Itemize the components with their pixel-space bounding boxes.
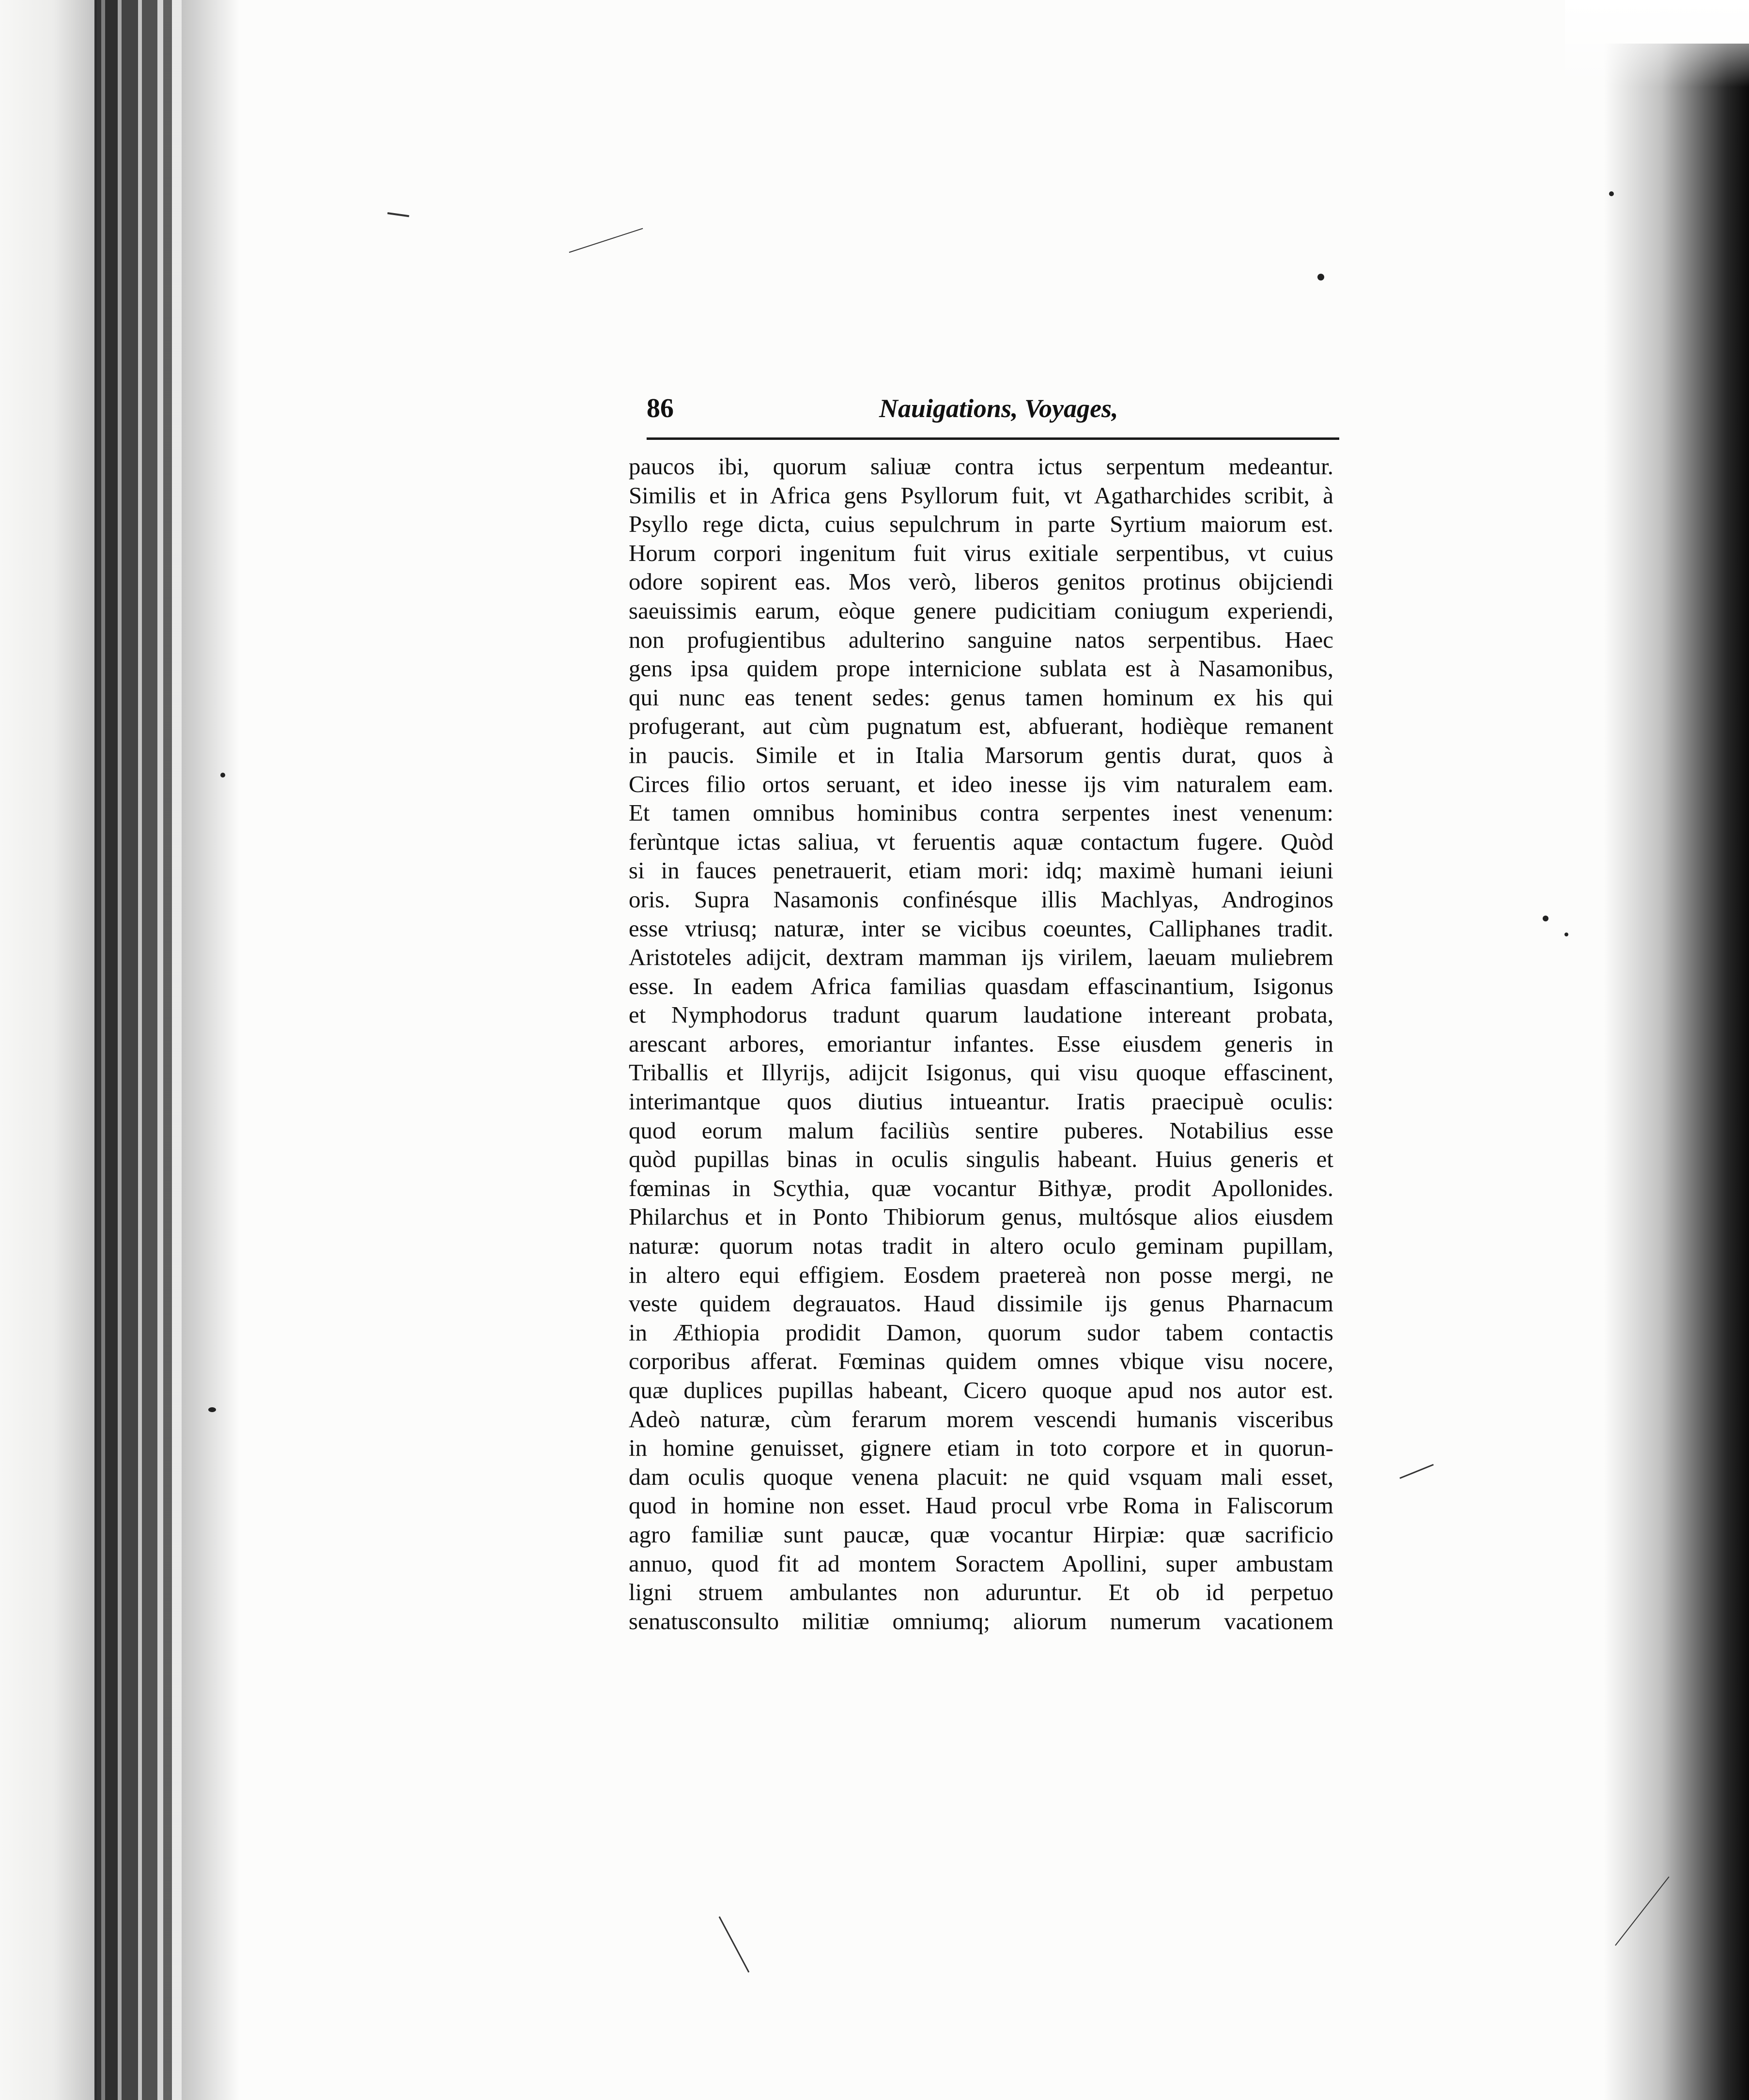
scan-speck <box>1564 933 1568 936</box>
text-line: in altero equi effigiem. Eosdem praetereà non posse mergi, ne <box>629 1261 1333 1288</box>
text-line: qui nunc eas tenent sedes: genus tamen hominum ex his qui <box>629 684 1333 711</box>
text-line: esse. In eadem Africa familias quasdam effascinantium, Isigonus <box>629 972 1333 999</box>
text-line: annuo, quod fit ad montem Soractem Apollini, super ambustam <box>629 1550 1333 1577</box>
page-number: 86 <box>647 393 674 423</box>
text-line: in homine genuisset, gignere etiam in toto corpore et in quorun- <box>629 1434 1333 1462</box>
text-line: Similis et in Africa gens Psyllorum fuit, vt Agatharchides scribit, à <box>629 482 1333 509</box>
scan-speck <box>1609 191 1614 196</box>
text-line: paucos ibi, quorum saliuæ contra ictus serpentum medeantur. <box>629 453 1333 480</box>
text-line: in Æthiopia prodidit Damon, quorum sudor tabem contactis <box>629 1319 1333 1346</box>
text-line: quod eorum malum faciliùs sentire puberes. Notabilius esse <box>629 1117 1333 1144</box>
text-line: quòd pupillas binas in oculis singulis habeant. Huius generis et <box>629 1146 1333 1173</box>
text-line: quod in homine non esset. Haud procul vrbe Roma in Faliscorum <box>629 1492 1333 1519</box>
text-line: Adeò naturæ, cùm ferarum morem vescendi humanis visceribus <box>629 1405 1333 1432</box>
text-line: et Nymphodorus tradunt quarum laudatione intereant probata, <box>629 1001 1333 1028</box>
text-line: esse vtriusq; naturæ, inter se vicibus coeuntes, Calliphanes tradit. <box>629 915 1333 942</box>
text-line: in paucis. Simile et in Italia Marsorum gentis durat, quos à <box>629 741 1333 768</box>
page-edge-shadow <box>1604 44 1749 2100</box>
text-line: Triballis et Illyrijs, adijcit Isigonus, qui visu quoque effascinent, <box>629 1059 1333 1086</box>
text-line: agro familiæ sunt paucæ, quæ vocantur Hirpiæ: quæ sacrificio <box>629 1521 1333 1548</box>
text-line: Aristoteles adijcit, dextram mamman ijs virilem, laeuam muliebrem <box>629 944 1333 971</box>
binding-shadow-fade <box>182 0 240 2100</box>
page-edge-highlight <box>1565 0 1749 87</box>
binding-shadow-outer <box>0 0 97 2100</box>
body-text <box>629 452 1333 1635</box>
page-header <box>647 391 1339 425</box>
text-line: corporibus afferat. Fœminas quidem omnes vbique visu nocere, <box>629 1348 1333 1375</box>
scan-speck <box>1543 916 1548 921</box>
text-line: veste quidem degrauatos. Haud dissimile ijs genus Pharnacum <box>629 1290 1333 1317</box>
text-line: naturæ: quorum notas tradit in altero oculo geminam pupillam, <box>629 1232 1333 1260</box>
text-line: saeuissimis earum, eòque genere pudicitiam coniugum experiendi, <box>629 597 1333 624</box>
scan-speck <box>220 773 225 778</box>
running-head: Nauigations, Voyages, <box>879 394 1118 423</box>
text-line: Philarchus et in Ponto Thibiorum genus, multósque alios eiusdem <box>629 1203 1333 1230</box>
text-line: profugerant, aut cùm pugnatum est, abfuerant, hodièque remanent <box>629 713 1333 740</box>
scan-mark <box>387 212 409 217</box>
text-line: odore sopirent eas. Mos verò, liberos genitos protinus obijciendi <box>629 568 1333 595</box>
text-line: non profugientibus adulterino sanguine natos serpentibus. Haec <box>629 626 1333 653</box>
text-line: si in fauces penetrauerit, etiam mori: idq; maximè humani ieiuni <box>629 857 1333 884</box>
text-line: arescant arbores, emoriantur infantes. Esse eiusdem generis in <box>629 1030 1333 1057</box>
text-line: fœminas in Scythia, quæ vocantur Bithyæ, prodit Apollonides. <box>629 1174 1333 1201</box>
text-line: ligni struem ambulantes non aduruntur. Et ob id perpetuo <box>629 1579 1333 1606</box>
text-line: gens ipsa quidem prope internicione sublata est à Nasamonibus, <box>629 655 1333 682</box>
text-line: Psyllo rege dicta, cuius sepulchrum in parte Syrtium maiorum est. <box>629 511 1333 538</box>
text-line: quæ duplices pupillas habeant, Cicero quoque apud nos autor est. <box>629 1377 1333 1403</box>
header-rule <box>647 437 1339 440</box>
scan-speck <box>208 1407 216 1412</box>
binding-shadow <box>94 0 182 2100</box>
text-line: Circes filio ortos seruant, et ideo inesse ijs vim naturalem eam. <box>629 770 1333 797</box>
text-line: ferùntque ictas saliua, vt feruentis aquæ contactum fugere. Quòd <box>629 828 1333 855</box>
text-line: senatusconsulto militiæ omniumq; aliorum numerum vacationem <box>629 1607 1333 1634</box>
text-line: interimantque quos diutius intueantur. Iratis praecipuè oculis: <box>629 1088 1333 1115</box>
scan-speck <box>1317 274 1324 280</box>
scan-mark <box>1399 1464 1434 1479</box>
scan-mark <box>569 228 643 253</box>
text-line: Et tamen omnibus hominibus contra serpentes inest venenum: <box>629 799 1333 826</box>
text-line: Horum corpori ingenitum fuit virus exitiale serpentibus, vt cuius <box>629 539 1333 566</box>
scan-mark <box>719 1916 750 1973</box>
text-line: dam oculis quoque venena placuit: ne quid vsquam mali esset, <box>629 1463 1333 1490</box>
text-line: oris. Supra Nasamonis confinésque illis Machlyas, Androginos <box>629 886 1333 913</box>
